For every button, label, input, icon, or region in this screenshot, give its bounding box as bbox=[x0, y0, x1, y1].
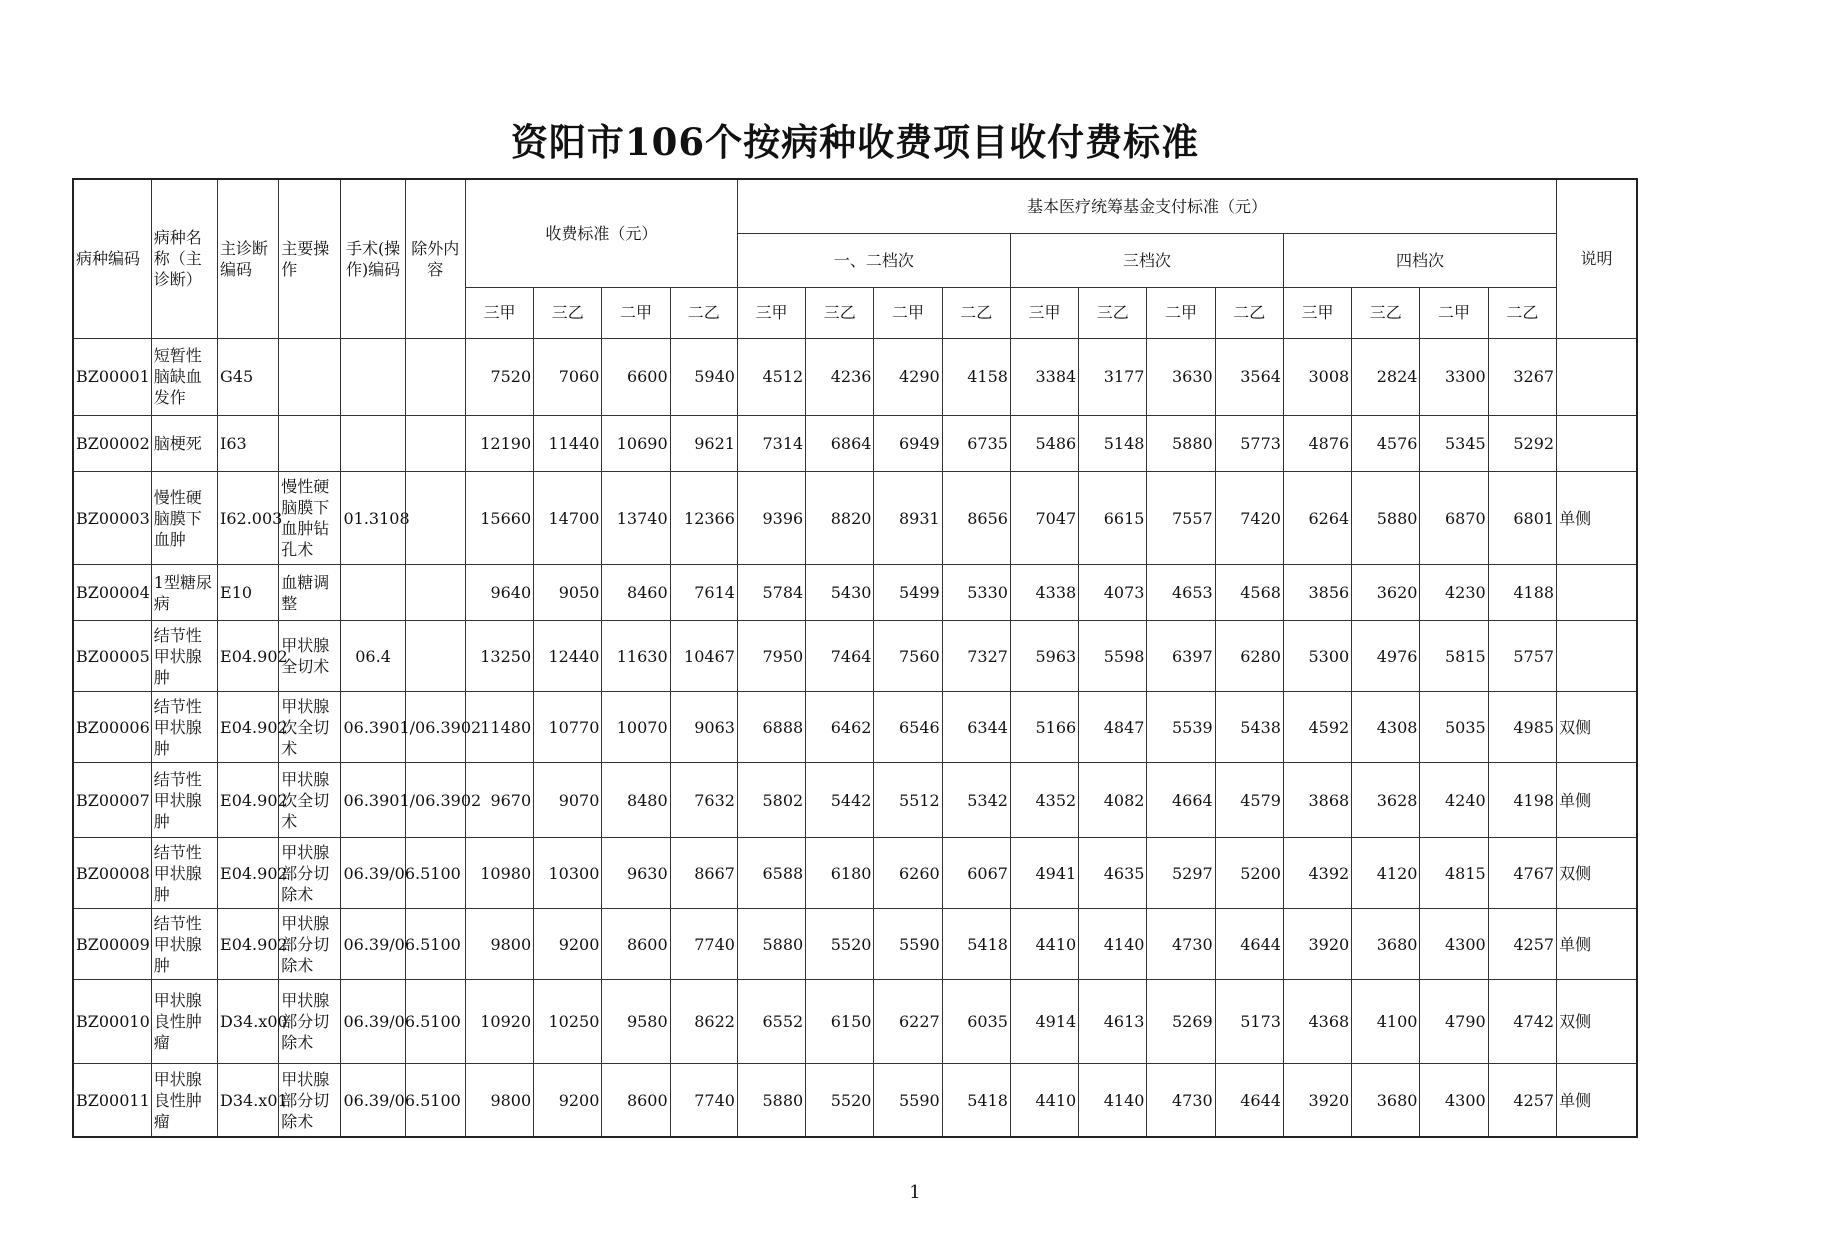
fund-cell: 5520 bbox=[806, 909, 874, 980]
diagnosis-code-cell: D34.x01 bbox=[218, 1064, 279, 1137]
fee-cell: 12440 bbox=[534, 621, 602, 692]
fund-cell: 4815 bbox=[1420, 838, 1488, 909]
fee-cell: 9070 bbox=[534, 763, 602, 838]
disease-code-cell: BZ00009 bbox=[73, 909, 151, 980]
fund-cell: 5418 bbox=[942, 1064, 1010, 1137]
fee-cell: 7614 bbox=[670, 565, 737, 621]
table-row bbox=[73, 565, 1637, 621]
diagnosis-code-cell: E04.902 bbox=[218, 692, 279, 763]
diagnosis-code-cell: I62.003 bbox=[218, 471, 279, 565]
fund-cell: 6546 bbox=[874, 692, 942, 763]
disease-code-cell: BZ00002 bbox=[73, 415, 151, 471]
fee-cell: 8460 bbox=[602, 565, 670, 621]
fund-cell: 6801 bbox=[1488, 471, 1556, 565]
fee-cell: 9630 bbox=[602, 838, 670, 909]
fund-cell: 5773 bbox=[1215, 415, 1283, 471]
fee-cell: 12366 bbox=[670, 471, 737, 565]
fund-cell: 4082 bbox=[1079, 763, 1147, 838]
fund-cell: 5784 bbox=[737, 565, 805, 621]
level-header-cell: 三甲 bbox=[1010, 287, 1078, 338]
fund-cell: 4767 bbox=[1488, 838, 1556, 909]
fee-cell: 9800 bbox=[465, 1064, 533, 1137]
operation-cell: 甲状腺次全切术 bbox=[279, 763, 341, 838]
fee-cell: 9621 bbox=[670, 415, 737, 471]
fund-cell: 5418 bbox=[942, 909, 1010, 980]
surgery-code-cell: 06.3901/06.3902 bbox=[341, 692, 405, 763]
fund-cell: 4644 bbox=[1215, 909, 1283, 980]
fund-cell: 5200 bbox=[1215, 838, 1283, 909]
disease-code-cell: BZ00007 bbox=[73, 763, 151, 838]
header-note: 说明 bbox=[1557, 179, 1637, 338]
fund-cell: 7420 bbox=[1215, 471, 1283, 565]
disease-code-cell: BZ00004 bbox=[73, 565, 151, 621]
surgery-code-cell: 01.3108 bbox=[341, 471, 405, 565]
fund-cell: 4512 bbox=[737, 338, 805, 415]
surgery-code-cell: 06.39/06.5100 bbox=[341, 980, 405, 1064]
diagnosis-code-cell: D34.x00 bbox=[218, 980, 279, 1064]
fund-cell: 5035 bbox=[1420, 692, 1488, 763]
exclusion-cell bbox=[405, 415, 465, 471]
fund-cell: 4730 bbox=[1147, 1064, 1215, 1137]
operation-cell: 慢性硬脑膜下血肿钻孔术 bbox=[279, 471, 341, 565]
disease-name-cell: 结节性甲状腺肿 bbox=[151, 763, 217, 838]
level-header-cell: 二甲 bbox=[1420, 287, 1488, 338]
fund-cell: 5815 bbox=[1420, 621, 1488, 692]
fund-cell: 4579 bbox=[1215, 763, 1283, 838]
fund-cell: 5148 bbox=[1079, 415, 1147, 471]
diagnosis-code-cell: E04.902 bbox=[218, 838, 279, 909]
fee-standard-table bbox=[72, 178, 1638, 1138]
fund-cell: 6735 bbox=[942, 415, 1010, 471]
fund-cell: 3177 bbox=[1079, 338, 1147, 415]
level-header-cell: 三乙 bbox=[1352, 287, 1420, 338]
note-cell: 双侧 bbox=[1557, 980, 1637, 1064]
header-exclusions: 除外内容 bbox=[405, 179, 465, 338]
disease-name-cell: 结节性甲状腺肿 bbox=[151, 838, 217, 909]
disease-code-cell: BZ00001 bbox=[73, 338, 151, 415]
fund-cell: 4410 bbox=[1010, 1064, 1078, 1137]
note-cell: 单侧 bbox=[1557, 471, 1637, 565]
fund-cell: 6888 bbox=[737, 692, 805, 763]
fee-cell: 13250 bbox=[465, 621, 533, 692]
diagnosis-code-cell: E04.902 bbox=[218, 763, 279, 838]
fee-cell: 10980 bbox=[465, 838, 533, 909]
disease-name-cell: 结节性甲状腺肿 bbox=[151, 621, 217, 692]
fee-cell: 10770 bbox=[534, 692, 602, 763]
fund-cell: 3680 bbox=[1352, 909, 1420, 980]
operation-cell bbox=[279, 338, 341, 415]
fund-cell: 4392 bbox=[1283, 838, 1351, 909]
operation-cell: 甲状腺次全切术 bbox=[279, 692, 341, 763]
fund-cell: 5590 bbox=[874, 1064, 942, 1137]
fee-cell: 9580 bbox=[602, 980, 670, 1064]
operation-cell bbox=[279, 415, 341, 471]
table-row bbox=[73, 692, 1637, 763]
fund-cell: 5880 bbox=[737, 909, 805, 980]
fund-cell: 8656 bbox=[942, 471, 1010, 565]
fund-cell: 4847 bbox=[1079, 692, 1147, 763]
exclusion-cell bbox=[405, 338, 465, 415]
fee-cell: 11480 bbox=[465, 692, 533, 763]
fund-cell: 8820 bbox=[806, 471, 874, 565]
disease-code-cell: BZ00008 bbox=[73, 838, 151, 909]
fund-cell: 5512 bbox=[874, 763, 942, 838]
note-cell: 双侧 bbox=[1557, 692, 1637, 763]
fee-cell: 7520 bbox=[465, 338, 533, 415]
fund-cell: 4100 bbox=[1352, 980, 1420, 1064]
document-title: 资阳市106个按病种收费项目收付费标准 bbox=[510, 120, 1200, 164]
fund-cell: 5802 bbox=[737, 763, 805, 838]
fund-cell: 5880 bbox=[1147, 415, 1215, 471]
operation-cell: 甲状腺部分切除术 bbox=[279, 838, 341, 909]
fund-cell: 5297 bbox=[1147, 838, 1215, 909]
fund-cell: 3564 bbox=[1215, 338, 1283, 415]
fund-cell: 5757 bbox=[1488, 621, 1556, 692]
fee-cell: 7632 bbox=[670, 763, 737, 838]
fund-cell: 3856 bbox=[1283, 565, 1351, 621]
fee-cell: 8667 bbox=[670, 838, 737, 909]
fund-cell: 4410 bbox=[1010, 909, 1078, 980]
table-row bbox=[73, 909, 1637, 980]
fund-cell: 4140 bbox=[1079, 909, 1147, 980]
level-header-cell: 二乙 bbox=[670, 287, 737, 338]
fund-cell: 6552 bbox=[737, 980, 805, 1064]
fund-cell: 4300 bbox=[1420, 909, 1488, 980]
header-tier-3: 三档次 bbox=[1010, 233, 1283, 287]
fund-cell: 3920 bbox=[1283, 1064, 1351, 1137]
fund-cell: 4644 bbox=[1215, 1064, 1283, 1137]
fund-cell: 4158 bbox=[942, 338, 1010, 415]
fee-cell: 8600 bbox=[602, 909, 670, 980]
fund-cell: 5539 bbox=[1147, 692, 1215, 763]
fee-cell: 10690 bbox=[602, 415, 670, 471]
exclusion-cell bbox=[405, 471, 465, 565]
operation-cell: 甲状腺全切术 bbox=[279, 621, 341, 692]
fee-cell: 10920 bbox=[465, 980, 533, 1064]
fund-cell: 5292 bbox=[1488, 415, 1556, 471]
fund-cell: 4664 bbox=[1147, 763, 1215, 838]
fee-cell: 10250 bbox=[534, 980, 602, 1064]
exclusion-cell bbox=[405, 565, 465, 621]
surgery-code-cell: 06.39/06.5100 bbox=[341, 909, 405, 980]
fee-cell: 9800 bbox=[465, 909, 533, 980]
fee-cell: 8600 bbox=[602, 1064, 670, 1137]
surgery-code-cell: 06.39/06.5100 bbox=[341, 1064, 405, 1137]
level-header-cell: 三乙 bbox=[806, 287, 874, 338]
fund-cell: 4592 bbox=[1283, 692, 1351, 763]
fee-cell: 10467 bbox=[670, 621, 737, 692]
fee-cell: 9050 bbox=[534, 565, 602, 621]
table-row bbox=[73, 838, 1637, 909]
fee-cell: 15660 bbox=[465, 471, 533, 565]
fund-cell: 4368 bbox=[1283, 980, 1351, 1064]
fund-cell: 4941 bbox=[1010, 838, 1078, 909]
fund-cell: 6344 bbox=[942, 692, 1010, 763]
fund-cell: 4073 bbox=[1079, 565, 1147, 621]
disease-name-cell: 慢性硬脑膜下血肿 bbox=[151, 471, 217, 565]
fund-cell: 4188 bbox=[1488, 565, 1556, 621]
fund-cell: 6180 bbox=[806, 838, 874, 909]
header-tier-4: 四档次 bbox=[1283, 233, 1556, 287]
fund-cell: 4790 bbox=[1420, 980, 1488, 1064]
disease-code-cell: BZ00010 bbox=[73, 980, 151, 1064]
fund-cell: 6035 bbox=[942, 980, 1010, 1064]
level-header-cell: 二乙 bbox=[1215, 287, 1283, 338]
level-header-cell: 二甲 bbox=[874, 287, 942, 338]
surgery-code-cell: 06.3901/06.3902 bbox=[341, 763, 405, 838]
fund-cell: 4613 bbox=[1079, 980, 1147, 1064]
operation-cell: 甲状腺部分切除术 bbox=[279, 980, 341, 1064]
fund-cell: 4876 bbox=[1283, 415, 1351, 471]
table-body bbox=[73, 338, 1637, 1137]
surgery-code-cell bbox=[341, 338, 405, 415]
fund-cell: 4290 bbox=[874, 338, 942, 415]
fund-cell: 3620 bbox=[1352, 565, 1420, 621]
header-diagnosis-code: 主诊断编码 bbox=[218, 179, 279, 338]
fund-cell: 3868 bbox=[1283, 763, 1351, 838]
table-row bbox=[73, 415, 1637, 471]
fund-cell: 4120 bbox=[1352, 838, 1420, 909]
fund-cell: 4240 bbox=[1420, 763, 1488, 838]
note-cell: 单侧 bbox=[1557, 763, 1637, 838]
fund-cell: 4976 bbox=[1352, 621, 1420, 692]
diagnosis-code-cell: E04.902 bbox=[218, 909, 279, 980]
fund-cell: 6280 bbox=[1215, 621, 1283, 692]
fee-cell: 14700 bbox=[534, 471, 602, 565]
level-header-cell: 二乙 bbox=[942, 287, 1010, 338]
fund-cell: 6067 bbox=[942, 838, 1010, 909]
fee-cell: 10070 bbox=[602, 692, 670, 763]
disease-name-cell: 甲状腺良性肿瘤 bbox=[151, 1064, 217, 1137]
table-row bbox=[73, 338, 1637, 415]
fee-cell: 9200 bbox=[534, 909, 602, 980]
operation-cell: 甲状腺部分切除术 bbox=[279, 909, 341, 980]
fund-cell: 5442 bbox=[806, 763, 874, 838]
fund-cell: 6462 bbox=[806, 692, 874, 763]
surgery-code-cell: 06.4 bbox=[341, 621, 405, 692]
operation-cell: 甲状腺部分切除术 bbox=[279, 1064, 341, 1137]
fee-cell: 13740 bbox=[602, 471, 670, 565]
fund-cell: 5173 bbox=[1215, 980, 1283, 1064]
fee-cell: 9670 bbox=[465, 763, 533, 838]
fund-cell: 7314 bbox=[737, 415, 805, 471]
page-number: 1 bbox=[909, 1182, 921, 1203]
disease-name-cell: 结节性甲状腺肿 bbox=[151, 692, 217, 763]
level-header-cell: 三甲 bbox=[465, 287, 533, 338]
note-cell bbox=[1557, 415, 1637, 471]
note-cell bbox=[1557, 621, 1637, 692]
fund-cell: 4568 bbox=[1215, 565, 1283, 621]
fund-cell: 4140 bbox=[1079, 1064, 1147, 1137]
disease-code-cell: BZ00005 bbox=[73, 621, 151, 692]
disease-name-cell: 脑梗死 bbox=[151, 415, 217, 471]
fund-cell: 6150 bbox=[806, 980, 874, 1064]
fund-cell: 4742 bbox=[1488, 980, 1556, 1064]
fund-cell: 6588 bbox=[737, 838, 805, 909]
fund-cell: 3267 bbox=[1488, 338, 1556, 415]
fund-cell: 5330 bbox=[942, 565, 1010, 621]
fund-cell: 9396 bbox=[737, 471, 805, 565]
fund-cell: 5438 bbox=[1215, 692, 1283, 763]
fund-cell: 4985 bbox=[1488, 692, 1556, 763]
fund-cell: 7950 bbox=[737, 621, 805, 692]
fund-cell: 6870 bbox=[1420, 471, 1488, 565]
fund-cell: 7464 bbox=[806, 621, 874, 692]
fund-cell: 5269 bbox=[1147, 980, 1215, 1064]
diagnosis-code-cell: I63 bbox=[218, 415, 279, 471]
diagnosis-code-cell: E04.902 bbox=[218, 621, 279, 692]
surgery-code-cell bbox=[341, 415, 405, 471]
fund-cell: 7560 bbox=[874, 621, 942, 692]
disease-code-cell: BZ00003 bbox=[73, 471, 151, 565]
fee-cell: 12190 bbox=[465, 415, 533, 471]
fund-cell: 6227 bbox=[874, 980, 942, 1064]
surgery-code-cell: 06.39/06.5100 bbox=[341, 838, 405, 909]
header-fund-standard: 基本医疗统筹基金支付标准（元） bbox=[737, 179, 1556, 233]
fund-cell: 5598 bbox=[1079, 621, 1147, 692]
fund-cell: 5345 bbox=[1420, 415, 1488, 471]
disease-code-cell: BZ00011 bbox=[73, 1064, 151, 1137]
fund-cell: 4653 bbox=[1147, 565, 1215, 621]
fee-cell: 8622 bbox=[670, 980, 737, 1064]
diagnosis-code-cell: G45 bbox=[218, 338, 279, 415]
fund-cell: 4730 bbox=[1147, 909, 1215, 980]
fund-cell: 3920 bbox=[1283, 909, 1351, 980]
fund-cell: 4236 bbox=[806, 338, 874, 415]
level-header-cell: 三甲 bbox=[1283, 287, 1351, 338]
fund-cell: 3628 bbox=[1352, 763, 1420, 838]
fund-cell: 6615 bbox=[1079, 471, 1147, 565]
fund-cell: 6264 bbox=[1283, 471, 1351, 565]
fee-cell: 9200 bbox=[534, 1064, 602, 1137]
table-row bbox=[73, 980, 1637, 1064]
level-header-cell: 二甲 bbox=[1147, 287, 1215, 338]
disease-code-cell: BZ00006 bbox=[73, 692, 151, 763]
fund-cell: 7327 bbox=[942, 621, 1010, 692]
note-cell bbox=[1557, 338, 1637, 415]
disease-name-cell: 结节性甲状腺肿 bbox=[151, 909, 217, 980]
disease-name-cell: 1型糖尿病 bbox=[151, 565, 217, 621]
fee-cell: 7740 bbox=[670, 1064, 737, 1137]
fund-cell: 2824 bbox=[1352, 338, 1420, 415]
fund-cell: 3384 bbox=[1010, 338, 1078, 415]
fund-cell: 4576 bbox=[1352, 415, 1420, 471]
fund-cell: 5880 bbox=[737, 1064, 805, 1137]
fund-cell: 5499 bbox=[874, 565, 942, 621]
fund-cell: 3300 bbox=[1420, 338, 1488, 415]
header-disease-code: 病种编码 bbox=[73, 179, 151, 338]
fund-cell: 5342 bbox=[942, 763, 1010, 838]
exclusion-cell bbox=[405, 621, 465, 692]
header-fee-standard: 收费标准（元） bbox=[465, 179, 737, 287]
fund-cell: 4257 bbox=[1488, 1064, 1556, 1137]
fund-cell: 6949 bbox=[874, 415, 942, 471]
header-disease-name: 病种名称（主诊断） bbox=[151, 179, 217, 338]
fund-cell: 4352 bbox=[1010, 763, 1078, 838]
fund-cell: 4257 bbox=[1488, 909, 1556, 980]
fee-cell: 8480 bbox=[602, 763, 670, 838]
diagnosis-code-cell: E10 bbox=[218, 565, 279, 621]
fund-cell: 5963 bbox=[1010, 621, 1078, 692]
fee-cell: 6600 bbox=[602, 338, 670, 415]
fund-cell: 4300 bbox=[1420, 1064, 1488, 1137]
fee-cell: 7060 bbox=[534, 338, 602, 415]
table-row bbox=[73, 763, 1637, 838]
surgery-code-cell bbox=[341, 565, 405, 621]
fee-cell: 5940 bbox=[670, 338, 737, 415]
note-cell: 双侧 bbox=[1557, 838, 1637, 909]
fund-cell: 6864 bbox=[806, 415, 874, 471]
level-header-cell: 三乙 bbox=[1079, 287, 1147, 338]
table-row bbox=[73, 471, 1637, 565]
fund-cell: 7557 bbox=[1147, 471, 1215, 565]
fee-cell: 9640 bbox=[465, 565, 533, 621]
fund-cell: 5590 bbox=[874, 909, 942, 980]
level-header-cell: 三甲 bbox=[737, 287, 805, 338]
operation-cell: 血糖调整 bbox=[279, 565, 341, 621]
level-header-cell: 二乙 bbox=[1488, 287, 1556, 338]
note-cell bbox=[1557, 565, 1637, 621]
note-cell: 单侧 bbox=[1557, 1064, 1637, 1137]
fee-cell: 7740 bbox=[670, 909, 737, 980]
fund-cell: 8931 bbox=[874, 471, 942, 565]
header-main-operation: 主要操作 bbox=[279, 179, 341, 338]
fund-cell: 4308 bbox=[1352, 692, 1420, 763]
table-row bbox=[73, 1064, 1637, 1137]
fund-cell: 4198 bbox=[1488, 763, 1556, 838]
note-cell: 单侧 bbox=[1557, 909, 1637, 980]
fund-cell: 3008 bbox=[1283, 338, 1351, 415]
fund-cell: 4914 bbox=[1010, 980, 1078, 1064]
level-header-cell: 三乙 bbox=[534, 287, 602, 338]
disease-name-cell: 短暂性脑缺血发作 bbox=[151, 338, 217, 415]
table-row bbox=[73, 621, 1637, 692]
fund-cell: 5166 bbox=[1010, 692, 1078, 763]
fund-cell: 4338 bbox=[1010, 565, 1078, 621]
fund-cell: 3630 bbox=[1147, 338, 1215, 415]
fund-cell: 5430 bbox=[806, 565, 874, 621]
header-tier-1-2: 一、二档次 bbox=[737, 233, 1010, 287]
fund-cell: 5300 bbox=[1283, 621, 1351, 692]
fee-cell: 9063 bbox=[670, 692, 737, 763]
fee-cell: 11630 bbox=[602, 621, 670, 692]
fund-cell: 5486 bbox=[1010, 415, 1078, 471]
fund-cell: 4230 bbox=[1420, 565, 1488, 621]
fund-cell: 6260 bbox=[874, 838, 942, 909]
level-header-cell: 二甲 bbox=[602, 287, 670, 338]
disease-name-cell: 甲状腺良性肿瘤 bbox=[151, 980, 217, 1064]
fund-cell: 5520 bbox=[806, 1064, 874, 1137]
fund-cell: 3680 bbox=[1352, 1064, 1420, 1137]
header-surgery-code: 手术(操作)编码 bbox=[341, 179, 405, 338]
fee-cell: 11440 bbox=[534, 415, 602, 471]
fund-cell: 7047 bbox=[1010, 471, 1078, 565]
fund-cell: 5880 bbox=[1352, 471, 1420, 565]
fee-cell: 10300 bbox=[534, 838, 602, 909]
fund-cell: 6397 bbox=[1147, 621, 1215, 692]
fund-cell: 4635 bbox=[1079, 838, 1147, 909]
